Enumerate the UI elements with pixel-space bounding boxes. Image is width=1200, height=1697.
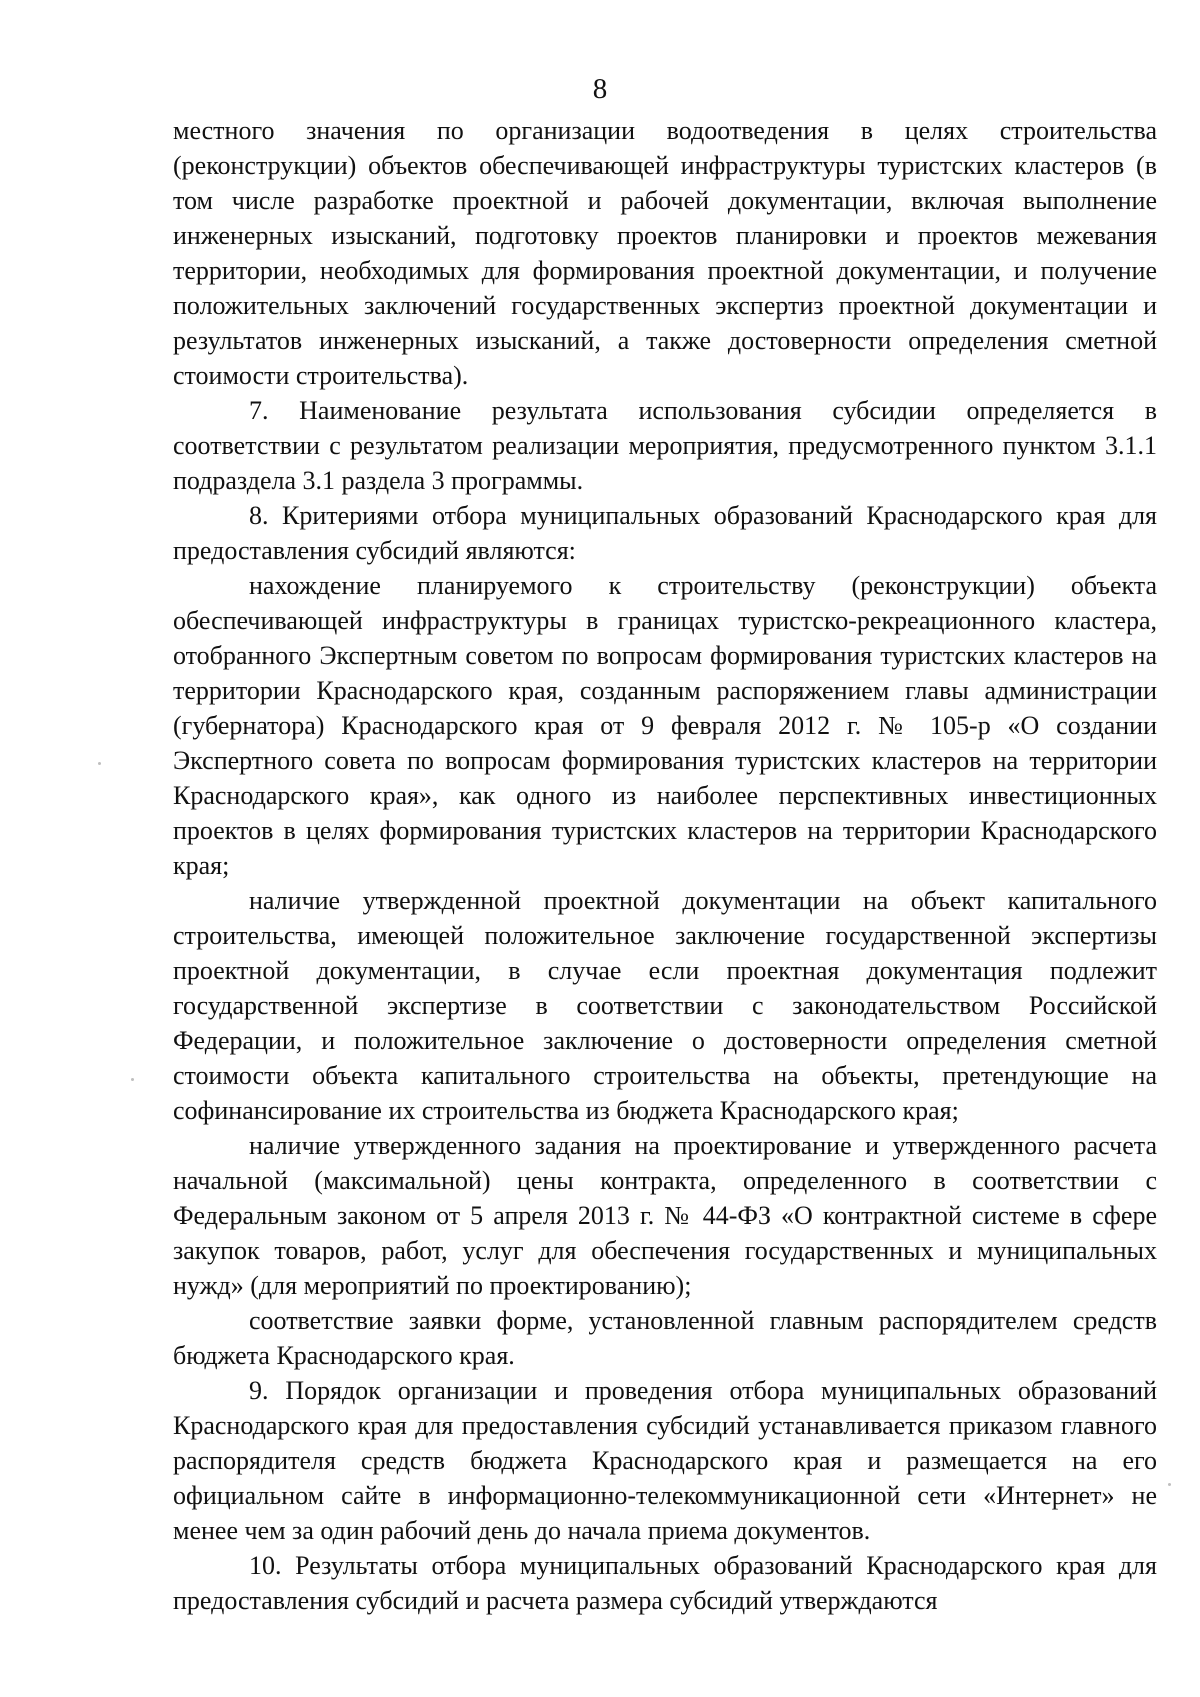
scan-speck xyxy=(131,1078,134,1081)
paragraph-item-9: 9. Порядок организации и проведения отбора муниципальных образований Краснодарского края для предоставления субсидий устанавливается приказом главного распорядителя средств бюджета Краснодарского края и размещается на его официальном сайте в информационно-телекоммуникационной сети «Интернет» не менее чем за один рабочий день до начала приема документов. xyxy=(173,1376,1157,1545)
criterion-design-assignment: наличие утвержденного задания на проектирование и утвержденного расчета начальной (максимальной) цены контракта, определенного в соответствии с Федеральным законом от 5 апреля 2013 г. № 44-ФЗ «О контрактной системе в сфере закупок товаров, работ, услуг для обеспечения государственных и муниципальных нужд» (для мероприятий по проектированию); xyxy=(173,1131,1157,1300)
scan-speck xyxy=(98,762,101,765)
paragraph-continuation: местного значения по организации водоотведения в целях строительства (реконструкции) объектов обеспечивающей инфраструктуры туристских кластеров (в том числе разработке проектной и рабочей документации, включая выполнение инженерных изысканий, подготовку проектов планировки и проектов межевания территории, необходимых для формирования проектной документации, и получение положительных заключений государственных экспертиз проектной документации и результатов инженерных изысканий, а также достоверности определения сметной стоимости строительства). xyxy=(173,116,1157,390)
criterion-project-documentation: наличие утвержденной проектной документации на объект капитального строительства, имеющей положительное заключение государственной экспертизы проектной документации, в случае если проектная документация подлежит государственной экспертизе в соответствии с законодательством Российской Федерации, и положительное заключение о достоверности определения сметной стоимости объекта капитального строительства на объекты, претендующие на софинансирование их строительства из бюджета Краснодарского края; xyxy=(173,886,1157,1125)
criterion-application-form: соответствие заявки форме, установленной главным распорядителем средств бюджета Краснодарского края. xyxy=(173,1306,1157,1370)
page-number: 8 xyxy=(592,73,608,105)
paragraph-item-7: 7. Наименование результата использования субсидии определяется в соответствии с результатом реализации мероприятия, предусмотренного пунктом 3.1.1 подраздела 3.1 раздела 3 программы. xyxy=(173,396,1157,495)
criterion-cluster-location: нахождение планируемого к строительству (реконструкции) объекта обеспечивающей инфраструктуры в границах туристско-рекреационного кластера, отобранного Экспертным советом по вопросам формирования туристских кластеров на территории Краснодарского края, созданным распоряжением главы администрации (губернатора) Краснодарского края от 9 февраля 2012 г. № 105-р «О создании Экспертного совета по вопросам формирования туристских кластеров на территории Краснодарского края», как одного из наиболее перспективных инвестиционных проектов в целях формирования туристских кластеров на территории Краснодарского края; xyxy=(173,571,1157,880)
document-body xyxy=(173,113,1157,1618)
paragraph-item-10: 10. Результаты отбора муниципальных образований Краснодарского края для предоставления субсидий и расчета размера субсидий утверждаются xyxy=(173,1551,1157,1615)
scan-speck xyxy=(1168,1483,1171,1486)
paragraph-item-8: 8. Критериями отбора муниципальных образований Краснодарского края для предоставления субсидий являются: xyxy=(173,501,1157,565)
